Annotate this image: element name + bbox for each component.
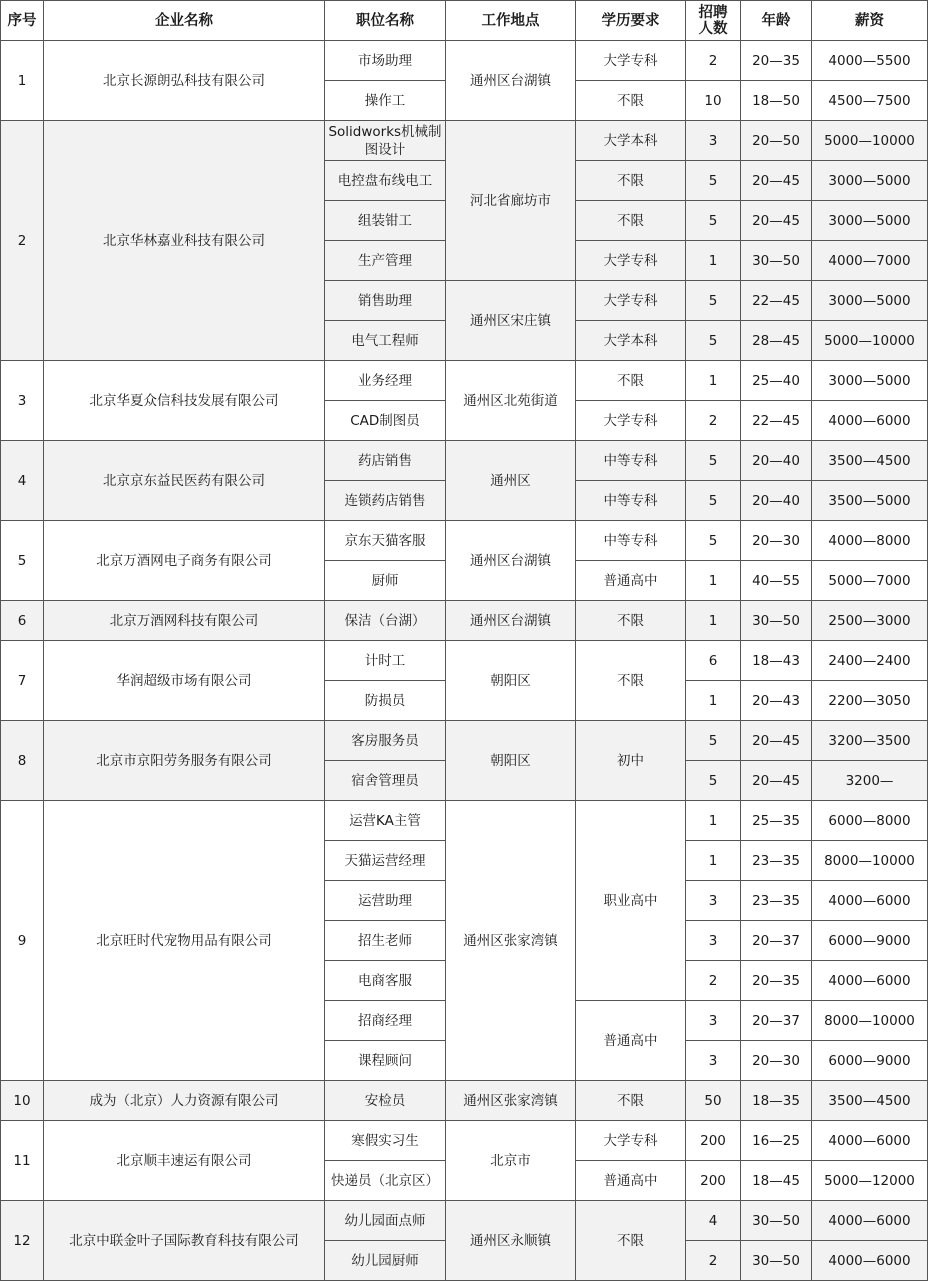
age-cell: 30—50 [741, 1241, 812, 1281]
education-cell: 大学专科 [576, 241, 686, 281]
header-count-line1: 招聘 [698, 4, 728, 21]
index-cell: 2 [1, 121, 44, 361]
salary-cell: 3000—5000 [812, 201, 928, 241]
company-cell: 北京华夏众信科技发展有限公司 [44, 361, 325, 441]
position-cell: 药店销售 [325, 441, 446, 481]
location-cell: 通州区永顺镇 [446, 1201, 576, 1281]
header-salary: 薪资 [812, 1, 928, 41]
count-cell: 1 [686, 841, 741, 881]
position-cell: 寒假实习生 [325, 1121, 446, 1161]
salary-cell: 6000—9000 [812, 921, 928, 961]
position-cell: 保洁（台湖） [325, 601, 446, 641]
education-cell: 普通高中 [576, 561, 686, 601]
education-cell: 大学专科 [576, 281, 686, 321]
age-cell: 22—45 [741, 281, 812, 321]
index-cell: 5 [1, 521, 44, 601]
header-position: 职位名称 [325, 1, 446, 41]
education-cell: 不限 [576, 361, 686, 401]
location-cell: 通州区北苑街道 [446, 361, 576, 441]
salary-cell: 5000—12000 [812, 1161, 928, 1201]
age-cell: 23—35 [741, 841, 812, 881]
position-cell: 业务经理 [325, 361, 446, 401]
age-cell: 23—35 [741, 881, 812, 921]
salary-cell: 4000—7000 [812, 241, 928, 281]
position-cell: 防损员 [325, 681, 446, 721]
count-cell: 5 [686, 161, 741, 201]
education-cell: 大学专科 [576, 1121, 686, 1161]
location-cell: 通州区台湖镇 [446, 41, 576, 121]
salary-cell: 2400—2400 [812, 641, 928, 681]
salary-cell: 4500—7500 [812, 81, 928, 121]
position-cell: CAD制图员 [325, 401, 446, 441]
age-cell: 28—45 [741, 321, 812, 361]
age-cell: 30—50 [741, 601, 812, 641]
education-cell: 中等专科 [576, 521, 686, 561]
count-cell: 5 [686, 521, 741, 561]
salary-cell: 3000—5000 [812, 361, 928, 401]
table-row [1, 641, 928, 681]
position-cell: 市场助理 [325, 41, 446, 81]
salary-cell: 4000—6000 [812, 1121, 928, 1161]
position-cell: 天猫运营经理 [325, 841, 446, 881]
count-cell: 200 [686, 1161, 741, 1201]
count-cell: 2 [686, 1241, 741, 1281]
location-cell: 通州区宋庄镇 [446, 281, 576, 361]
header-count-line2: 人数 [698, 20, 728, 37]
salary-cell: 6000—8000 [812, 801, 928, 841]
index-cell: 10 [1, 1081, 44, 1121]
age-cell: 20—37 [741, 921, 812, 961]
count-cell: 4 [686, 1201, 741, 1241]
position-cell: 运营KA主管 [325, 801, 446, 841]
salary-cell: 5000—10000 [812, 321, 928, 361]
position-cell: 课程顾问 [325, 1041, 446, 1081]
age-cell: 22—45 [741, 401, 812, 441]
table-row [1, 721, 928, 761]
age-cell: 18—50 [741, 81, 812, 121]
age-cell: 20—45 [741, 201, 812, 241]
table-row [1, 361, 928, 401]
location-cell: 通州区台湖镇 [446, 601, 576, 641]
location-cell: 通州区台湖镇 [446, 521, 576, 601]
education-cell: 中等专科 [576, 441, 686, 481]
company-cell: 北京万酒网科技有限公司 [44, 601, 325, 641]
salary-cell: 8000—10000 [812, 841, 928, 881]
position-cell: 电商客服 [325, 961, 446, 1001]
salary-cell: 3500—5000 [812, 481, 928, 521]
education-cell: 大学本科 [576, 121, 686, 161]
salary-cell: 5000—10000 [812, 121, 928, 161]
education-cell: 不限 [576, 201, 686, 241]
education-cell: 普通高中 [576, 1161, 686, 1201]
count-cell: 5 [686, 721, 741, 761]
index-cell: 9 [1, 801, 44, 1081]
table-row [1, 121, 928, 161]
location-cell: 朝阳区 [446, 721, 576, 801]
header-row [1, 1, 928, 41]
position-cell: 电气工程师 [325, 321, 446, 361]
position-cell: 快递员（北京区） [325, 1161, 446, 1201]
position-cell: 生产管理 [325, 241, 446, 281]
index-cell: 3 [1, 361, 44, 441]
salary-cell: 8000—10000 [812, 1001, 928, 1041]
education-cell: 初中 [576, 721, 686, 801]
count-cell: 1 [686, 361, 741, 401]
position-cell: 组装钳工 [325, 201, 446, 241]
index-cell: 12 [1, 1201, 44, 1281]
age-cell: 20—35 [741, 961, 812, 1001]
education-cell: 不限 [576, 81, 686, 121]
company-cell: 北京长源朗弘科技有限公司 [44, 41, 325, 121]
count-cell: 2 [686, 961, 741, 1001]
index-cell: 7 [1, 641, 44, 721]
age-cell: 18—35 [741, 1081, 812, 1121]
count-cell: 3 [686, 1041, 741, 1081]
company-cell: 华润超级市场有限公司 [44, 641, 325, 721]
location-cell: 北京市 [446, 1121, 576, 1201]
age-cell: 20—45 [741, 761, 812, 801]
education-cell: 职业高中 [576, 801, 686, 1001]
index-cell: 4 [1, 441, 44, 521]
position-cell: Solidworks机械制图设计 [325, 121, 446, 161]
index-cell: 6 [1, 601, 44, 641]
table-row [1, 441, 928, 481]
age-cell: 25—40 [741, 361, 812, 401]
index-cell: 11 [1, 1121, 44, 1201]
company-cell: 北京市京阳劳务服务有限公司 [44, 721, 325, 801]
education-cell: 不限 [576, 161, 686, 201]
count-cell: 5 [686, 281, 741, 321]
position-cell: 幼儿园面点师 [325, 1201, 446, 1241]
position-cell: 电控盘布线电工 [325, 161, 446, 201]
count-cell: 1 [686, 601, 741, 641]
position-cell: 京东天猫客服 [325, 521, 446, 561]
salary-cell: 6000—9000 [812, 1041, 928, 1081]
table-row [1, 521, 928, 561]
table-row [1, 801, 928, 841]
age-cell: 16—25 [741, 1121, 812, 1161]
age-cell: 20—45 [741, 161, 812, 201]
count-cell: 5 [686, 481, 741, 521]
salary-cell: 5000—7000 [812, 561, 928, 601]
position-cell: 连锁药店销售 [325, 481, 446, 521]
position-cell: 宿舍管理员 [325, 761, 446, 801]
position-cell: 操作工 [325, 81, 446, 121]
table-row [1, 41, 928, 81]
header-location: 工作地点 [446, 1, 576, 41]
age-cell: 25—35 [741, 801, 812, 841]
index-cell: 1 [1, 41, 44, 121]
salary-cell: 4000—6000 [812, 961, 928, 1001]
location-cell: 通州区张家湾镇 [446, 801, 576, 1081]
age-cell: 20—50 [741, 121, 812, 161]
location-cell: 通州区张家湾镇 [446, 1081, 576, 1121]
age-cell: 18—45 [741, 1161, 812, 1201]
age-cell: 20—30 [741, 1041, 812, 1081]
count-cell: 2 [686, 401, 741, 441]
salary-cell: 4000—6000 [812, 1241, 928, 1281]
header-count [686, 1, 741, 41]
count-cell: 6 [686, 641, 741, 681]
salary-cell: 3000—5000 [812, 161, 928, 201]
location-cell: 朝阳区 [446, 641, 576, 721]
company-cell: 北京京东益民医药有限公司 [44, 441, 325, 521]
salary-cell: 4000—8000 [812, 521, 928, 561]
count-cell: 10 [686, 81, 741, 121]
salary-cell: 3500—4500 [812, 441, 928, 481]
salary-cell: 3200—3500 [812, 721, 928, 761]
company-cell: 北京中联金叶子国际教育科技有限公司 [44, 1201, 325, 1281]
age-cell: 20—40 [741, 481, 812, 521]
position-cell: 招生老师 [325, 921, 446, 961]
count-cell: 5 [686, 201, 741, 241]
count-cell: 1 [686, 561, 741, 601]
position-cell: 厨师 [325, 561, 446, 601]
age-cell: 20—45 [741, 721, 812, 761]
age-cell: 20—37 [741, 1001, 812, 1041]
salary-cell: 2200—3050 [812, 681, 928, 721]
count-cell: 3 [686, 881, 741, 921]
count-cell: 2 [686, 41, 741, 81]
count-cell: 5 [686, 761, 741, 801]
company-cell: 北京华林嘉业科技有限公司 [44, 121, 325, 361]
position-cell: 招商经理 [325, 1001, 446, 1041]
table-row [1, 1201, 928, 1241]
header-education: 学历要求 [576, 1, 686, 41]
salary-cell: 3000—5000 [812, 281, 928, 321]
salary-cell: 4000—6000 [812, 1201, 928, 1241]
position-cell: 安检员 [325, 1081, 446, 1121]
education-cell: 大学本科 [576, 321, 686, 361]
company-cell: 北京顺丰速运有限公司 [44, 1121, 325, 1201]
position-cell: 运营助理 [325, 881, 446, 921]
position-cell: 销售助理 [325, 281, 446, 321]
age-cell: 20—30 [741, 521, 812, 561]
education-cell: 不限 [576, 1201, 686, 1281]
salary-cell: 4000—6000 [812, 401, 928, 441]
table-row [1, 1121, 928, 1161]
count-cell: 1 [686, 241, 741, 281]
company-cell: 成为（北京）人力资源有限公司 [44, 1081, 325, 1121]
education-cell: 不限 [576, 641, 686, 721]
header-company: 企业名称 [44, 1, 325, 41]
position-cell: 客房服务员 [325, 721, 446, 761]
education-cell: 大学专科 [576, 401, 686, 441]
position-cell: 幼儿园厨师 [325, 1241, 446, 1281]
count-cell: 3 [686, 1001, 741, 1041]
age-cell: 20—43 [741, 681, 812, 721]
education-cell: 不限 [576, 1081, 686, 1121]
count-cell: 1 [686, 681, 741, 721]
company-cell: 北京旺时代宠物用品有限公司 [44, 801, 325, 1081]
salary-cell: 2500—3000 [812, 601, 928, 641]
age-cell: 40—55 [741, 561, 812, 601]
count-cell: 50 [686, 1081, 741, 1121]
table-row [1, 601, 928, 641]
education-cell: 普通高中 [576, 1001, 686, 1081]
position-cell: 计时工 [325, 641, 446, 681]
header-index: 序号 [1, 1, 44, 41]
count-cell: 200 [686, 1121, 741, 1161]
count-cell: 3 [686, 921, 741, 961]
age-cell: 20—40 [741, 441, 812, 481]
table-row [1, 1081, 928, 1121]
salary-cell: 3200— [812, 761, 928, 801]
count-cell: 1 [686, 801, 741, 841]
location-cell: 河北省廊坊市 [446, 121, 576, 281]
age-cell: 30—50 [741, 1201, 812, 1241]
count-cell: 5 [686, 321, 741, 361]
count-cell: 3 [686, 121, 741, 161]
age-cell: 30—50 [741, 241, 812, 281]
company-cell: 北京万酒网电子商务有限公司 [44, 521, 325, 601]
salary-cell: 3500—4500 [812, 1081, 928, 1121]
education-cell: 不限 [576, 601, 686, 641]
index-cell: 8 [1, 721, 44, 801]
age-cell: 18—43 [741, 641, 812, 681]
count-cell: 5 [686, 441, 741, 481]
location-cell: 通州区 [446, 441, 576, 521]
salary-cell: 4000—5500 [812, 41, 928, 81]
salary-cell: 4000—6000 [812, 881, 928, 921]
header-age: 年龄 [741, 1, 812, 41]
age-cell: 20—35 [741, 41, 812, 81]
education-cell: 中等专科 [576, 481, 686, 521]
education-cell: 大学专科 [576, 41, 686, 81]
